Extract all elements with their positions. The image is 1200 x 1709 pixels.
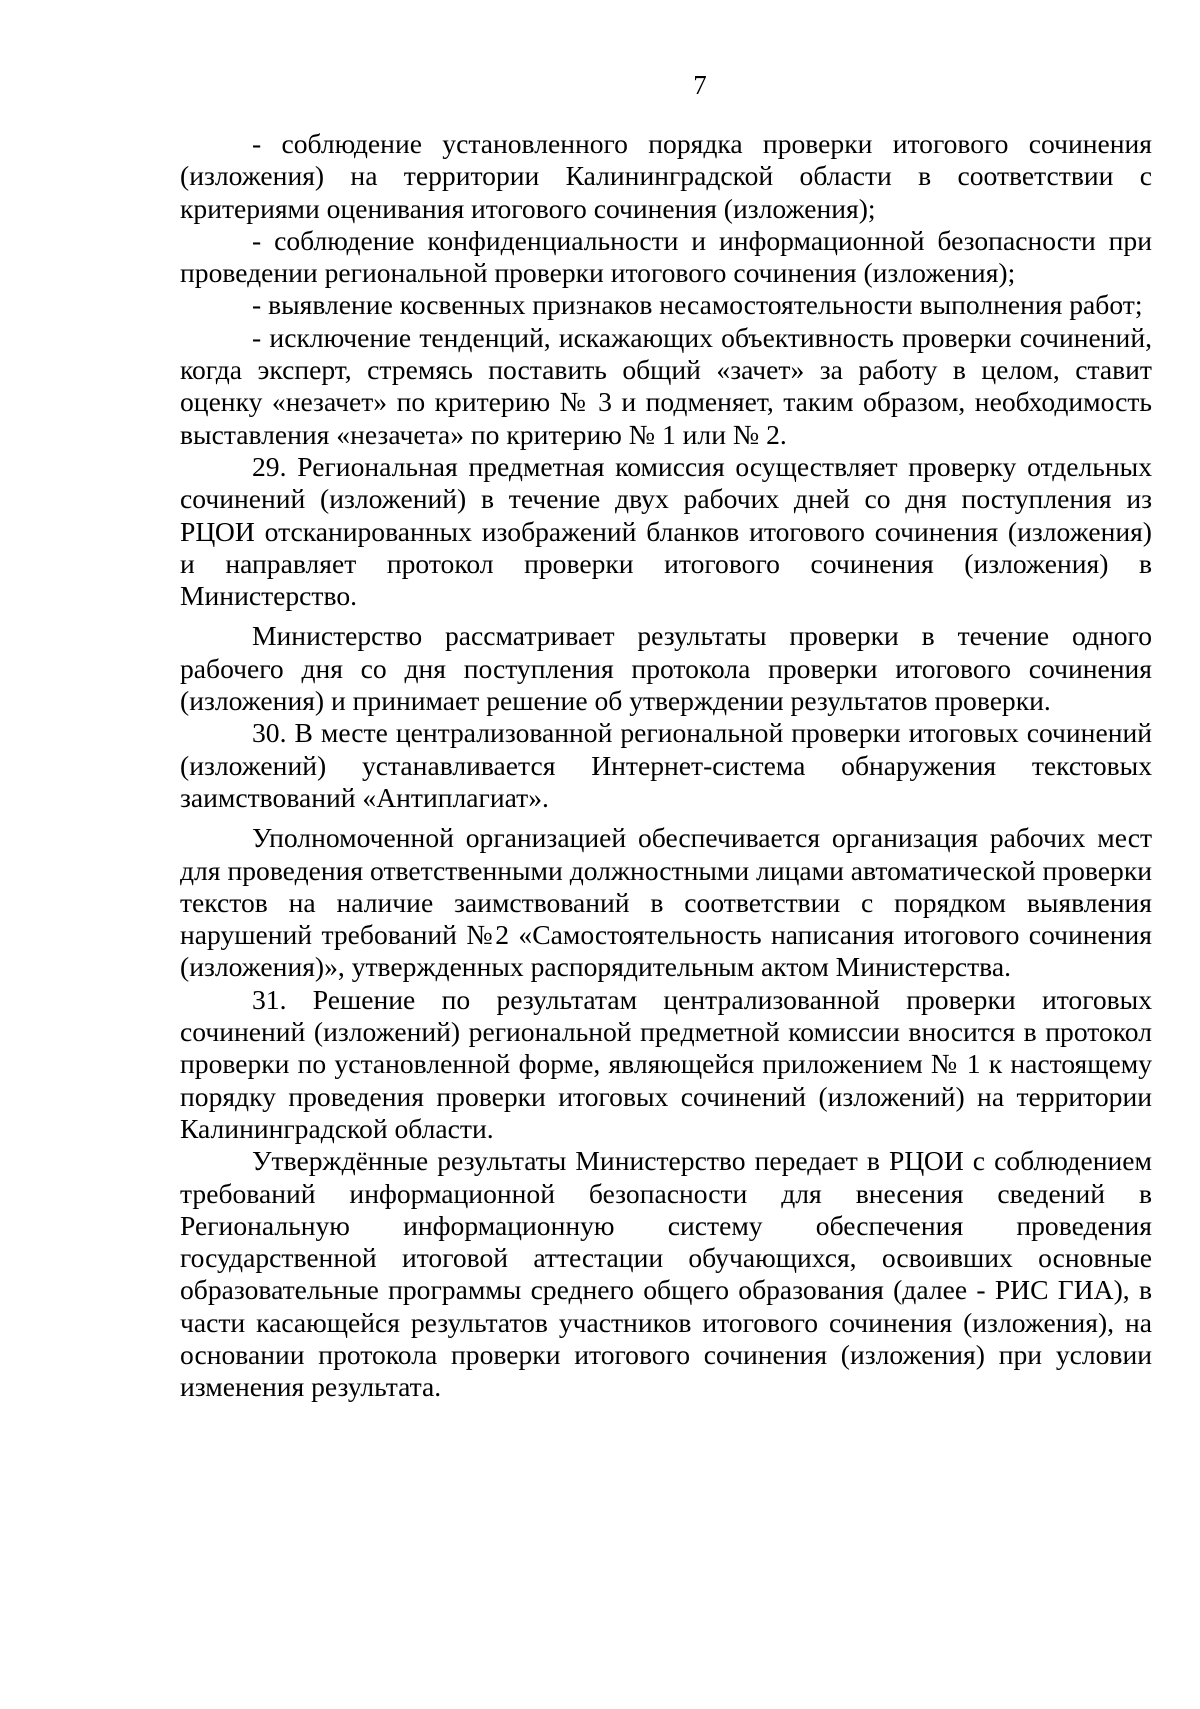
paragraph-item-1: - соблюдение установленного порядка проверки итогового сочинения (изложения) на территории Калининградской области в соответствии с критериями оценивания итогового сочинения (изложения); (180, 128, 1152, 224)
paragraph-30: 30. В месте централизованной региональной проверки итоговых сочинений (изложений) устанавливается Интернет-система обнаружения текстовых заимствований «Антиплагиат». (180, 717, 1152, 813)
document-body (180, 128, 1152, 1404)
paragraph-authorized-organization: Уполномоченной организацией обеспечивается организация рабочих мест для проведения ответственными должностными лицами автоматической проверки текстов на наличие заимствований в соответствии с порядком выявления нарушений требований №2 «Самостоятельность написания итогового сочинения (изложения)», утвержденных распорядительным актом Министерства. (180, 822, 1152, 983)
paragraph-31: 31. Решение по результатам централизованной проверки итоговых сочинений (изложений) региональной предметной комиссии вносится в протокол проверки по установленной форме, являющейся приложением № 1 к настоящему порядку проведения проверки итоговых сочинений (изложений) на территории Калининградской области. (180, 983, 1152, 1144)
paragraph-item-4: - исключение тенденций, искажающих объективность проверки сочинений, когда эксперт, стремясь поставить общий «зачет» за работу в целом, ставит оценку «незачет» по критерию № 3 и подменяет, таким образом, необходимость выставления «незачета» по критерию № 1 или № 2. (180, 321, 1152, 450)
paragraph-approved-results: Утверждённые результаты Министерство передает в РЦОИ с соблюдением требований информационной безопасности для внесения сведений в Региональную информационную систему обеспечения проведения государственной итоговой аттестации обучающихся, освоивших основные образовательные программы среднего общего образования (далее - РИС ГИА), в части касающейся результатов участников итогового сочинения (изложения), на основании протокола проверки итогового сочинения (изложения) при условии изменения результата. (180, 1145, 1152, 1403)
paragraph-29: 29. Региональная предметная комиссия осуществляет проверку отдельных сочинений (изложений) в течение двух рабочих дней со дня поступления из РЦОИ отсканированных изображений бланков итогового сочинения (изложения) и направляет протокол проверки итогового сочинения (изложения) в Министерство. (180, 450, 1152, 612)
paragraph-item-3: - выявление косвенных признаков несамостоятельности выполнения работ; (252, 289, 1143, 321)
page-number: 7 (693, 70, 707, 100)
paragraph-item-2: - соблюдение конфиденциальности и информационной безопасности при проведении региональной проверки итогового сочинения (изложения); (180, 224, 1152, 289)
paragraph-ministry-review: Министерство рассматривает результаты проверки в течение одного рабочего дня со дня поступления протокола проверки итогового сочинения (изложения) и принимает решение об утверждении результатов проверки. (180, 620, 1152, 717)
